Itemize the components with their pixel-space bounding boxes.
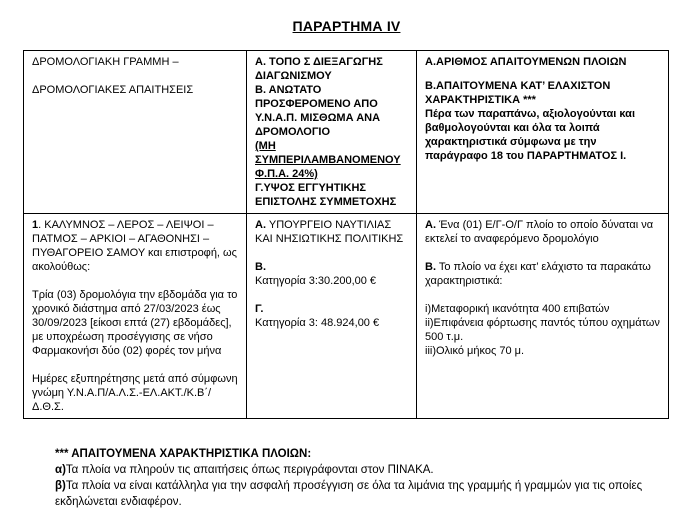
notes-a-label: α)	[55, 464, 66, 476]
notes-item-a	[55, 462, 655, 478]
ships-b-label: Β.	[425, 261, 436, 273]
header-ships-a: Α.ΑΡΙΘΜΟΣ ΑΠΑΙΤΟΥΜΕΝΩΝ ΠΛΟΙΩΝ	[425, 56, 627, 68]
header-ships-b: Β.ΑΠΑΙΤΟΥΜΕΝΑ ΚΑΤ’ ΕΛΑΧΙΣΤΟΝ ΧΑΡΑΚΤΗΡΙΣΤΙΚΑ ***	[425, 80, 611, 106]
ships-a-text: Ένα (01) Ε/Γ-Ο/Γ πλοίο το οποίο δύναται να εκτελεί το αναφερόμενο δρομολόγιο	[425, 219, 654, 245]
header-route-cell	[24, 51, 247, 214]
table-header-row	[24, 51, 669, 214]
ships-item-length: iii)Ολικό μήκος 70 μ.	[425, 345, 525, 357]
header-venue-c: Γ.ΥΨΟΣ ΕΓΓΥΗΤΙΚΗΣ ΕΠΙΣΤΟΛΗΣ ΣΥΜΜΕΤΟΧΗΣ	[255, 182, 397, 208]
venue-c-text: Κατηγορία 3: 48.924,00 €	[255, 317, 380, 329]
route-cell	[24, 214, 247, 419]
route-schedule: Τρία (03) δρομολόγια την εβδομάδα για το χρονικό διάστημα από 27/03/2023 έως 30/09/2023 [είκοσι επτά (27) εβδομάδες], με υποχρέωση προσέγγισης σε νήσο Φαρμακονήσι δύο (02) φορές τον μήνα	[32, 289, 238, 357]
venue-b-label: Β.	[255, 261, 266, 273]
page-title: ΠΑΡΑΡΤΗΜΑ IV	[292, 18, 401, 34]
venue-a-label: Α.	[255, 219, 266, 231]
route-text: . ΚΑΛΥΜΝΟΣ – ΛΕΡΟΣ – ΛΕΙΨΟΙ – ΠΑΤΜΟΣ – ΑΡΚΙΟΙ – ΑΓΑΘΟΝΗΣΙ – ΠΥΘΑΓΟΡΕΙΟ ΣΑΜΟΥ και επιστροφή, ως ακολούθως:	[32, 219, 237, 273]
ships-item-loading-area: ii)Επιφάνεια φόρτωσης παντός τύπου οχημάτων 500 τ.μ.	[425, 317, 660, 343]
header-ships-cell	[417, 51, 669, 214]
notes-section	[55, 446, 655, 510]
notes-title: *** ΑΠΑΙΤΟΥΜΕΝΑ ΧΑΡΑΚΤΗΡΙΣΤΙΚΑ ΠΛΟΙΩΝ:	[55, 448, 312, 460]
ships-b	[425, 260, 660, 288]
ships-cell	[417, 214, 669, 419]
ships-a	[425, 218, 660, 246]
header-venue-a: Α. ΤΟΠΟ Σ ΔΙΕΞΑΓΩΓΗΣ ΔΙΑΓΩΝΙΣΜΟΥ	[255, 56, 383, 82]
route-description	[32, 218, 238, 274]
notes-a-text: Τα πλοία να πληρούν τις απαιτήσεις όπως περιγράφονται στον ΠΙΝΑΚΑ.	[65, 464, 434, 476]
header-ships-b-note: Πέρα των παραπάνω, αξιολογούνται και βαθμολογούνται και όλα τα λοιπά χαρακτηριστικά σύμφωνα με την παράγραφο 18 του ΠΑΡΑΡΤΗΜΑΤΟΣ Ι.	[425, 108, 636, 162]
notes-b-label: β)	[55, 480, 66, 492]
table-row	[24, 214, 669, 419]
notes-b-text: Τα πλοία να είναι κατάλληλα για την ασφαλή προσέγγιση σε όλα τα λιμάνια της γραμμής ή γραμμών για τις οποίες εκδηλώνεται ενδιαφέρον.	[55, 480, 643, 508]
notes-item-b	[55, 478, 655, 510]
venue-b-text: Κατηγορία 3:30.200,00 €	[255, 275, 377, 287]
ships-item-capacity: i)Μεταφορική ικανότητα 400 επιβατών	[425, 303, 610, 315]
route-service-days: Ημέρες εξυπηρέτησης μετά από σύμφωνη γνώμη Υ.Ν.Α.Π/Α.Λ.Σ.-ΕΛ.ΑΚΤ./Κ.Β΄/Δ.Θ.Σ.	[32, 373, 238, 413]
route-number: 1	[32, 219, 39, 231]
header-venue-b-note: (ΜΗ ΣΥΜΠΕΡΙΛΑΜΒΑΝΟΜΕΝΟΥ Φ.Π.Α. 24%)	[255, 140, 401, 180]
header-venue-cell	[247, 51, 417, 214]
ships-a-label: Α.	[425, 219, 436, 231]
venue-a	[255, 218, 408, 246]
header-venue-b: Β. ΑΝΩΤΑΤΟ ΠΡΟΣΦΕΡΟΜΕΝΟ ΑΠΟ Υ.Ν.Α.Π. ΜΙΣΘΩΜΑ ΑΝΑ ΔΡΟΜΟΛΟΓΙΟ	[255, 84, 381, 138]
header-route-line1: ΔΡΟΜΟΛΟΓΙΑΚΗ ΓΡΑΜΜΗ –	[32, 56, 179, 68]
requirements-table	[23, 50, 669, 419]
venue-a-text: ΥΠΟΥΡΓΕΙΟ ΝΑΥΤΙΛΙΑΣ ΚΑΙ ΝΗΣΙΩΤΙΚΗΣ ΠΟΛΙΤΙΚΗΣ	[255, 219, 404, 245]
venue-c-label: Γ.	[255, 303, 264, 315]
ships-b-text: Το πλοίο να έχει κατ’ ελάχιστο τα παρακάτω χαρακτηριστικά:	[425, 261, 651, 287]
header-route-line2: ΔΡΟΜΟΛΟΓΙΑΚΕΣ ΑΠΑΙΤΗΣΕΙΣ	[32, 84, 194, 96]
venue-cell	[247, 214, 417, 419]
